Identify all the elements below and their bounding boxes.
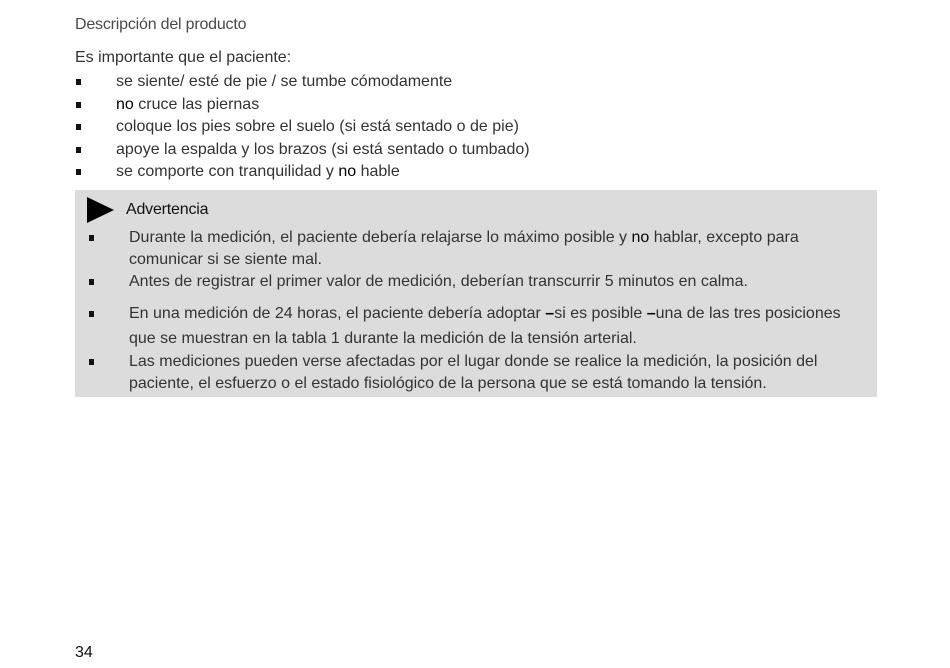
square-bullet-icon: [89, 311, 94, 317]
list-item: coloque los pies sobre el suelo (si está sentado o de pie): [75, 116, 530, 139]
square-bullet-icon: [76, 79, 81, 85]
list-item: Durante la medición, el paciente debería relajarse lo máximo posible y no hablar, excepto para comunicar si se siente mal.: [75, 227, 877, 271]
emphasis-no: no: [631, 229, 650, 246]
list-item: En una medición de 24 horas, el paciente debería adoptar –si es posible –una de las tres posiciones que se muestran en la tabla 1 durante la medición de la tensión arterial.: [75, 301, 877, 351]
square-bullet-icon: [89, 359, 94, 365]
square-bullet-icon: [76, 102, 81, 108]
square-bullet-icon: [89, 235, 94, 241]
dash-mark: –: [646, 305, 656, 322]
dash-mark: –: [545, 305, 555, 322]
patient-instructions-list: [75, 71, 530, 184]
intro-text: Es importante que el paciente:: [75, 49, 292, 66]
warning-title: Advertencia: [126, 201, 209, 218]
warning-box: [75, 190, 877, 397]
warning-header: [87, 195, 208, 225]
page-number: 34: [75, 644, 93, 661]
list-item: se siente/ esté de pie / se tumbe cómodamente: [75, 71, 530, 94]
emphasis-no: no: [116, 95, 134, 113]
square-bullet-icon: [76, 147, 81, 153]
square-bullet-icon: [76, 169, 81, 175]
list-item: Las mediciones pueden verse afectadas por el lugar donde se realice la medición, la posición del paciente, el esfuerzo o el estado fisiológico de la persona que se está tomando la tensión.: [75, 351, 877, 395]
emphasis-no: no: [338, 163, 357, 180]
play-triangle-icon: [87, 197, 114, 223]
section-title: Descripción del producto: [75, 16, 247, 33]
square-bullet-icon: [89, 279, 94, 285]
list-item: apoye la espalda y los brazos (si está sentado o tumbado): [75, 139, 530, 162]
list-item: Antes de registrar el primer valor de medición, deberían transcurrir 5 minutos en calma.: [75, 271, 877, 293]
square-bullet-icon: [76, 124, 81, 130]
warning-list: [75, 227, 877, 395]
list-item: no cruce las piernas: [75, 94, 530, 117]
list-item: se comporte con tranquilidad y no hable: [75, 161, 530, 184]
